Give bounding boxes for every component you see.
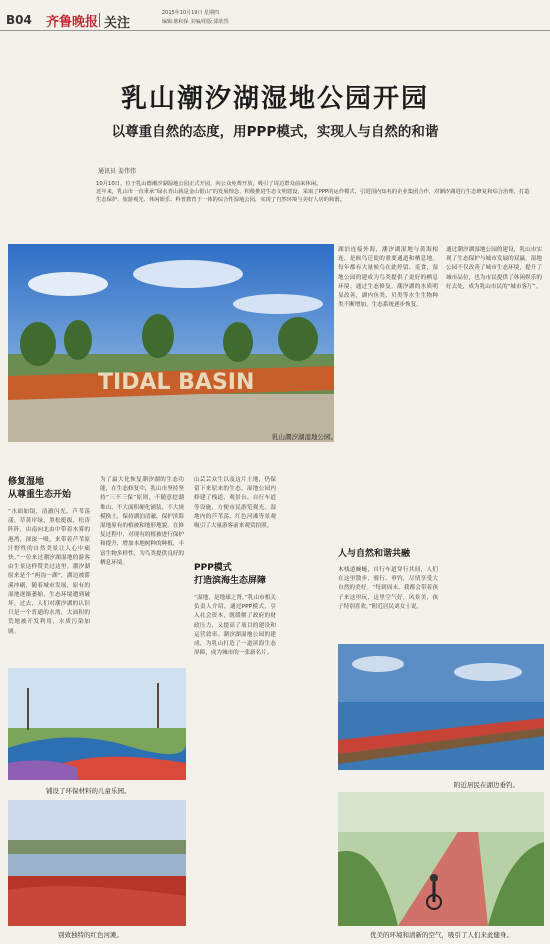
- red-grass-caption: 别致独特的红色河滩。: [58, 931, 123, 939]
- issue-date: 2015年10月19日 星期四: [162, 10, 220, 16]
- section-heading-1: 修复湿地 从尊重生态开始: [8, 477, 72, 500]
- children-photo-caption: 铺设了环保材料的儿童乐园。: [46, 787, 131, 795]
- boardwalk-caption: 附近居民在湖边垂钓。: [454, 781, 519, 789]
- lead-line-2: 近年来，乳山市一直秉承“绿水青山就是金山银山”的发展理念，积极推进生态文明建设，采取了PPP的运作模式，引进国内知名的企业集团合作，对潮汐湖进行生态修复和综合治理，打造生态保护、旅游观光、休闲娱乐、科普教育于一体的综合性湿地公园，实现了自然环境与美好人居的和谐。: [96, 189, 530, 204]
- cycling-image: [338, 792, 544, 926]
- section-heading-2: PPP模式 打造滨海生态屏障: [194, 563, 267, 586]
- boardwalk-image: [338, 644, 544, 770]
- column-4-text: 湖泊连接外海，潮汐湖湿地与黄海相连，是候鸟迁徙的重要通道和栖息地。每年都有大量候鸟在此停留、觅食，湿地公园的建成为鸟类提供了更好的栖息环境。通过生态修复，潮汐湖的水质明显改善，湖内鱼类、贝类等水生生物种类不断增加，生态系统逐步恢复。: [338, 247, 438, 309]
- gate-sign-text: TIDAL BASIN: [98, 370, 255, 395]
- column-4-text-b: 木栈道蜿蜒，自行车道穿行其间，人们在这里散步、骑行、垂钓，尽情享受大自然的美好。“每到周末，我都会带着孩子来这里玩，这里空气好，风景美，孩子特别喜欢。”附近居民刘女士说。: [338, 567, 438, 610]
- boardwalk-photo: [338, 644, 544, 770]
- wetland-park-gate-image: [8, 244, 334, 442]
- article-subtitle: 以尊重自然的态度，用PPP模式，实现人与自然的和谐: [111, 124, 439, 140]
- children-park-image: [8, 668, 186, 780]
- cycling-caption: 优美的环境和清新的空气，吸引了人们来此健身。: [370, 931, 513, 939]
- column-1-text: “水面如镜，清澈闪光，芦苇荡漾，草黄岸绿，黑松挺拔，松涛阵阵，由南向北由中带着水雾的港湾，深深一吸，来带着芦苇原汁野性的自然美景让人心中痛快。”一位来过潮汐湖湿地的游客由生景这样赞美过这里。潮汐湖原来是个“两沟一湖”，湖边被滞溪冲刷，随着城市发展，原有的湿地逐渐萎缩，生态环境遭到破坏。过去，人们对潮汐湖的认识只是一个普通的水湾，大面积的荒地被开发利用，水质污染加剧。: [8, 509, 90, 635]
- page-header: [0, 0, 550, 31]
- children-park-photo: [8, 668, 186, 780]
- editor-credit: 编辑:陈积保 美编/组版:邵欣然: [162, 19, 229, 25]
- byline: 通讯员 姜伟伟: [98, 168, 136, 175]
- section-heading-3: 人与自然和谐共融: [338, 549, 411, 559]
- column-3-text-a: 山芸芸众生以及这片土地，仍保留下来原来的生态。湿地公园内修建了栈道、观景台、自行车道等设施，方便市民游览观光。湿地内的芦苇荡、红色河滩等景观吸引了大量游客前来观赏拍照。: [194, 477, 276, 530]
- column-3-text-b: “湿地，是地球之肾。”乳山市相关负责人介绍，通过PPP模式，引入社会资本，既缓解了政府的财政压力，又提高了项目的建设和运营效率。潮汐湖湿地公园的建成，为乳山打造了一道滨海生态屏障，成为城市的一张新名片。: [194, 595, 276, 657]
- main-photo: [8, 244, 334, 442]
- cycling-photo: [338, 792, 544, 926]
- newspaper-name: 齐鲁晚报: [46, 15, 99, 30]
- main-photo-caption: 乳山潮汐湖湿地公园。: [272, 433, 337, 441]
- column-2-text: 为了最大化恢复潮汐湖的生态功能，在生态修复中，乳山市坚持坚持“三不三保”原则，不随意挖湖堆山、不大面积硬化铺装、不大规模换土，保持湖泊清澈，保护滨海湿地原有的植被和地形地貌。在修复过程中，对现有的植被进行保护和提升，增加本地树种的种植，丰富生物多样性，为鸟类提供良好的栖息环境。: [100, 477, 184, 566]
- header-divider: [99, 13, 100, 27]
- article-title: 乳山潮汐湖湿地公园开园: [120, 84, 429, 114]
- section-name: 关注: [104, 16, 131, 31]
- red-grass-photo: [8, 800, 186, 926]
- page-number: B04: [6, 13, 32, 27]
- column-5-text: 通过潮汐湖湿地公园的建设，乳山市实现了生态保护与城市发展的双赢。湿地公园不仅改善了城市生态环境，提升了城市品位，也为市民提供了休闲娱乐的好去处，成为乳山市民的“城市客厅”。: [446, 247, 542, 290]
- lead-paragraph: [96, 180, 532, 205]
- red-grass-image: [8, 800, 186, 926]
- lead-line-1: 10月10日，位于乳山德潮汐湖湿地公园正式开园，向公众免费开放，吸引了周边群众前来休闲。: [96, 181, 322, 187]
